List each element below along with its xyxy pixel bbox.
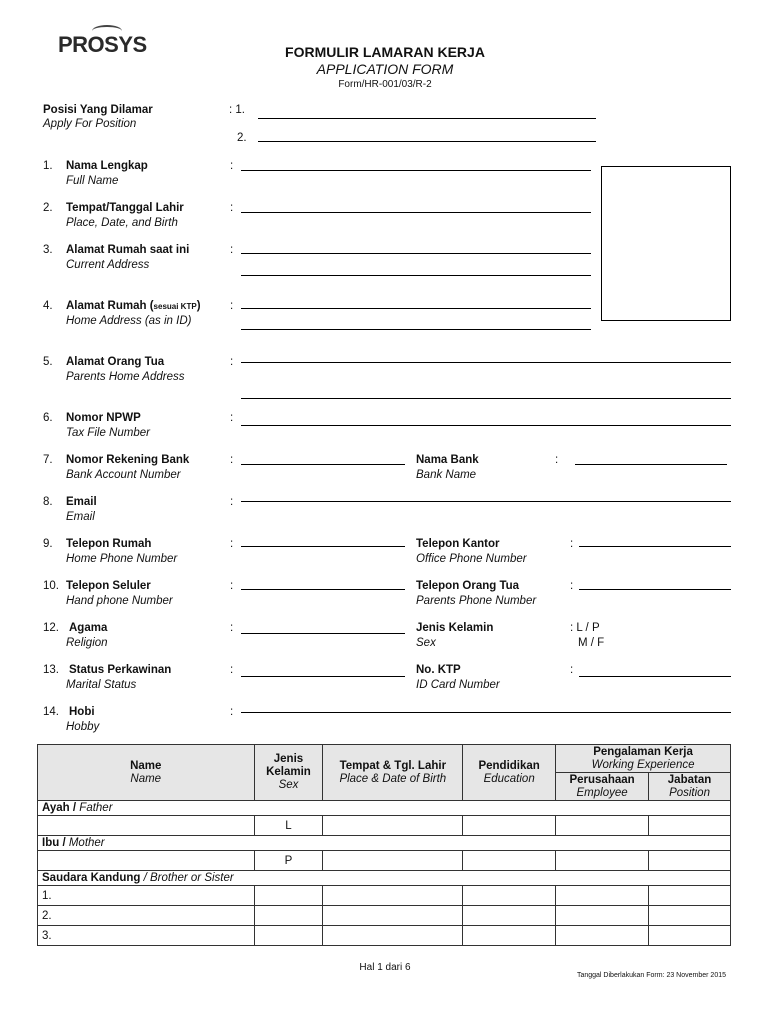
- header-name: Name Name: [38, 745, 255, 801]
- sibling-1-position-cell[interactable]: [649, 886, 731, 906]
- header-sex: Jenis Kelamin Sex: [254, 745, 323, 801]
- bank-name-field[interactable]: [575, 464, 727, 465]
- sibling-2-company-cell[interactable]: [556, 906, 649, 926]
- father-name-cell[interactable]: [38, 816, 255, 836]
- full-name-field[interactable]: [241, 170, 591, 171]
- mother-row: [38, 851, 731, 871]
- hobby-label: Hobi: [69, 706, 95, 718]
- colon: :: [570, 580, 574, 592]
- marital-status-field[interactable]: [241, 676, 405, 677]
- father-section-label: Ayah / Father: [38, 801, 731, 816]
- bank-name-label-en: Bank Name: [416, 469, 477, 481]
- field-13-number: 13.: [43, 664, 59, 676]
- sibling-1-company-cell[interactable]: [556, 886, 649, 906]
- mother-birth-cell[interactable]: [323, 851, 463, 871]
- field-6-number: 6.: [43, 412, 53, 424]
- position-number-1: : 1.: [229, 104, 245, 116]
- colon: :: [555, 454, 559, 466]
- parents-address-field-2[interactable]: [241, 398, 731, 399]
- current-address-label: Alamat Rumah saat ini: [66, 244, 190, 256]
- parents-address-field-1[interactable]: [241, 362, 731, 363]
- religion-label-en: Religion: [66, 637, 108, 649]
- field-1-number: 1.: [43, 160, 53, 172]
- colon: :: [230, 706, 234, 718]
- mother-name-cell[interactable]: [38, 851, 255, 871]
- colon: :: [230, 202, 234, 214]
- current-address-field-1[interactable]: [241, 253, 591, 254]
- header-work-experience: Pengalaman Kerja Working Experience: [556, 745, 731, 773]
- sibling-1-name-cell[interactable]: 1.: [38, 886, 255, 906]
- npwp-field[interactable]: [241, 425, 731, 426]
- father-education-cell[interactable]: [463, 816, 556, 836]
- form-title: FORMULIR LAMARAN KERJA: [285, 44, 485, 60]
- mother-section-label: Ibu / Mother: [38, 836, 731, 851]
- colon: :: [570, 538, 574, 550]
- full-name-label: Nama Lengkap: [66, 160, 148, 172]
- sibling-3-company-cell[interactable]: [556, 926, 649, 946]
- religion-label: Agama: [69, 622, 108, 634]
- mother-position-cell[interactable]: [649, 851, 731, 871]
- hobby-label-en: Hobby: [66, 721, 100, 733]
- field-8-number: 8.: [43, 496, 53, 508]
- position-1-field[interactable]: [258, 118, 596, 119]
- office-phone-label-en: Office Phone Number: [416, 553, 527, 565]
- colon: :: [230, 356, 234, 368]
- office-phone-label: Telepon Kantor: [416, 538, 500, 550]
- bank-name-label: Nama Bank: [416, 454, 479, 466]
- mobile-phone-label: Telepon Seluler: [66, 580, 151, 592]
- religion-field[interactable]: [241, 633, 405, 634]
- colon: :: [230, 622, 234, 634]
- father-row: [38, 816, 731, 836]
- npwp-label: Nomor NPWP: [66, 412, 141, 424]
- hobby-field[interactable]: [241, 712, 731, 713]
- form-code: Form/HR-001/03/R-2: [338, 79, 432, 90]
- colon: :: [230, 454, 234, 466]
- sex-options[interactable]: : L / P: [570, 622, 600, 634]
- bank-account-label-en: Bank Account Number: [66, 469, 181, 481]
- parents-address-label-en: Parents Home Address: [66, 371, 185, 383]
- email-field[interactable]: [241, 501, 731, 502]
- sibling-3-birth-cell[interactable]: [323, 926, 463, 946]
- home-phone-label-en: Home Phone Number: [66, 553, 178, 565]
- sibling-1-education-cell[interactable]: [463, 886, 556, 906]
- birth-label-en: Place, Date, and Birth: [66, 217, 178, 229]
- colon: :: [230, 496, 234, 508]
- id-card-field[interactable]: [579, 676, 731, 677]
- mobile-phone-field[interactable]: [241, 589, 405, 590]
- bank-account-label: Nomor Rekening Bank: [66, 454, 190, 466]
- field-12-number: 12.: [43, 622, 59, 634]
- id-card-label: No. KTP: [416, 664, 461, 676]
- home-address-label-en: Home Address (as in ID): [66, 315, 192, 327]
- field-14-number: 14.: [43, 706, 59, 718]
- birth-field[interactable]: [241, 212, 591, 213]
- field-7-number: 7.: [43, 454, 53, 466]
- home-phone-label: Telepon Rumah: [66, 538, 152, 550]
- bank-account-field[interactable]: [241, 464, 405, 465]
- field-10-number: 10.: [43, 580, 59, 592]
- home-phone-field[interactable]: [241, 546, 405, 547]
- sibling-3-education-cell[interactable]: [463, 926, 556, 946]
- colon: :: [230, 580, 234, 592]
- home-address-field-2[interactable]: [241, 329, 591, 330]
- colon: :: [230, 538, 234, 550]
- header-company: Perusahaan Employee: [556, 773, 649, 801]
- father-position-cell[interactable]: [649, 816, 731, 836]
- email-label-en: Email: [66, 511, 95, 523]
- sibling-1-sex-cell[interactable]: [254, 886, 323, 906]
- sibling-1-birth-cell[interactable]: [323, 886, 463, 906]
- home-address-label: Alamat Rumah (sesuai KTP): [66, 300, 201, 312]
- sibling-2-name-cell[interactable]: 2.: [38, 906, 255, 926]
- family-table: [37, 744, 731, 946]
- mobile-phone-label-en: Hand phone Number: [66, 595, 173, 607]
- colon: :: [230, 244, 234, 256]
- sibling-2-position-cell[interactable]: [649, 906, 731, 926]
- mother-sex-cell: P: [254, 851, 323, 871]
- sex-label: Jenis Kelamin: [416, 622, 494, 634]
- header-birth: Tempat & Tgl. Lahir Place & Date of Birth: [323, 745, 463, 801]
- company-logo: PROSYS: [58, 32, 147, 58]
- office-phone-field[interactable]: [579, 546, 731, 547]
- position-label-en: Apply For Position: [43, 118, 137, 130]
- marital-status-label: Status Perkawinan: [69, 664, 172, 676]
- field-5-number: 5.: [43, 356, 53, 368]
- position-label: Posisi Yang Dilamar: [43, 104, 153, 116]
- sex-options-en[interactable]: M / F: [578, 637, 605, 649]
- sex-label-en: Sex: [416, 637, 436, 649]
- sibling-2-education-cell[interactable]: [463, 906, 556, 926]
- position-number-2: 2.: [237, 132, 247, 144]
- parents-phone-label-en: Parents Phone Number: [416, 595, 537, 607]
- effective-date: Tanggal Diberlakukan Form: 23 November 2015: [576, 972, 726, 979]
- siblings-section-label: Saudara Kandung / Brother or Sister: [38, 871, 731, 886]
- colon: :: [570, 664, 574, 676]
- colon: :: [230, 412, 234, 424]
- sibling-row: [38, 906, 731, 926]
- father-company-cell[interactable]: [556, 816, 649, 836]
- id-card-label-en: ID Card Number: [416, 679, 500, 691]
- field-9-number: 9.: [43, 538, 53, 550]
- npwp-label-en: Tax File Number: [66, 427, 150, 439]
- header-education: Pendidikan Education: [463, 745, 556, 801]
- page-number: Hal 1 dari 6: [359, 962, 411, 973]
- colon: :: [230, 300, 234, 312]
- full-name-label-en: Full Name: [66, 175, 119, 187]
- colon: :: [230, 664, 234, 676]
- sibling-row: [38, 886, 731, 906]
- father-birth-cell[interactable]: [323, 816, 463, 836]
- field-3-number: 3.: [43, 244, 53, 256]
- sibling-row: [38, 926, 731, 946]
- email-label: Email: [66, 496, 97, 508]
- home-address-field-1[interactable]: [241, 308, 591, 309]
- colon: :: [230, 160, 234, 172]
- photo-box: [601, 166, 731, 321]
- parents-phone-label: Telepon Orang Tua: [416, 580, 520, 592]
- sibling-3-sex-cell[interactable]: [254, 926, 323, 946]
- field-2-number: 2.: [43, 202, 53, 214]
- sibling-2-birth-cell[interactable]: [323, 906, 463, 926]
- sibling-2-sex-cell[interactable]: [254, 906, 323, 926]
- form-subtitle: APPLICATION FORM: [316, 61, 454, 77]
- position-2-field[interactable]: [258, 141, 596, 142]
- marital-status-label-en: Marital Status: [66, 679, 137, 691]
- field-4-number: 4.: [43, 300, 53, 312]
- current-address-field-2[interactable]: [241, 275, 591, 276]
- header-position: Jabatan Position: [649, 773, 731, 801]
- father-sex-cell: L: [254, 816, 323, 836]
- current-address-label-en: Current Address: [66, 259, 150, 271]
- parents-phone-field[interactable]: [579, 589, 731, 590]
- mother-company-cell[interactable]: [556, 851, 649, 871]
- mother-education-cell[interactable]: [463, 851, 556, 871]
- parents-address-label: Alamat Orang Tua: [66, 356, 165, 368]
- birth-label: Tempat/Tanggal Lahir: [66, 202, 184, 214]
- sibling-3-position-cell[interactable]: [649, 926, 731, 946]
- sibling-3-name-cell[interactable]: 3.: [38, 926, 255, 946]
